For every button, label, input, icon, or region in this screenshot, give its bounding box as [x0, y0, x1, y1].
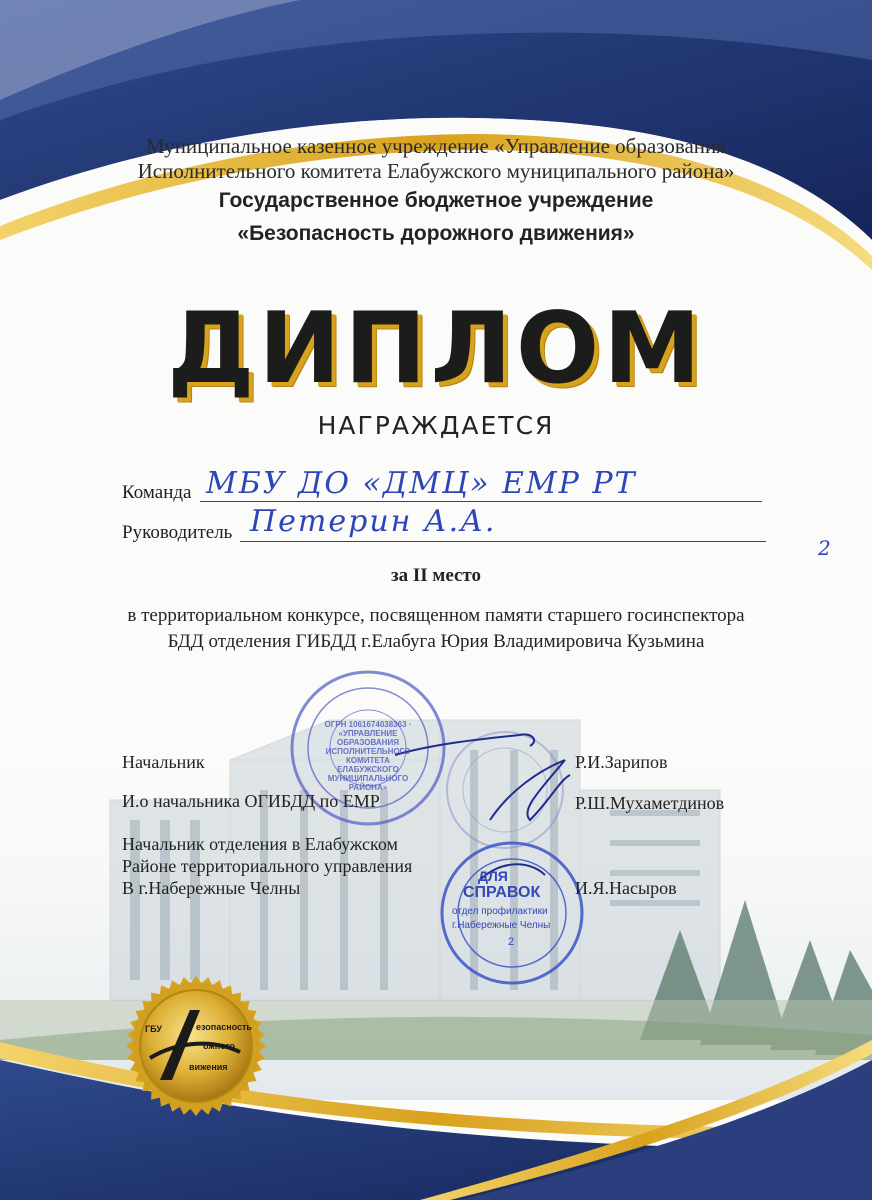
seal-word-2: ожного: [203, 1041, 235, 1051]
seal-word-1: езопасность: [196, 1022, 252, 1032]
signer-3-position-line-2: Районе территориального управления: [122, 856, 413, 876]
body-line-2: БДД отделения ГИБДД г.Елабуга Юрия Владимировича Кузьмина: [167, 631, 705, 652]
seal-abbr: ГБУ: [145, 1024, 162, 1034]
right-stamp-line-5: 2: [508, 936, 515, 948]
signer-3-position-line-3: В г.Набережные Челны: [122, 878, 301, 898]
signer-3-position-line-1: Начальник отделения в Елабужском: [122, 834, 398, 854]
body-line-1: в территориальном конкурсе, посвященном памяти старшего госинспектора: [127, 605, 745, 626]
signer-2-position: И.о начальника ОГИБДД по ЕМР: [122, 791, 380, 811]
team-label: Команда: [122, 482, 192, 503]
header-line-2: Исполнительного комитета Елабужского муниципального района»: [137, 159, 735, 183]
right-stamp-line-1: ДЛЯ: [478, 868, 508, 884]
header-line-4: «Безопасность дорожного движения»: [237, 222, 635, 245]
signer-1-position: Начальник: [122, 752, 205, 772]
right-stamp-line-4: г.Набережные Челны: [452, 920, 551, 931]
seal-word-3: вижения: [189, 1062, 228, 1072]
right-stamp-line-2: СПРАВОК: [463, 884, 541, 901]
header-line-3: Государственное бюджетное учреждение: [218, 189, 654, 212]
team-value: МБУ ДО «ДМЦ» ЕМР РТ: [206, 466, 637, 501]
margin-note: 2: [818, 536, 833, 560]
diploma-title: ДИПЛОМ: [167, 292, 705, 406]
signer-3-name: И.Я.Насыров: [575, 878, 677, 898]
leader-label: Руководитель: [122, 522, 233, 543]
place-text: за II место: [390, 565, 482, 586]
left-stamp-text: ОГРН 1061674038363 · «УПРАВЛЕНИЕ ОБРАЗОВАНИЯ ИСПОЛНИТЕЛЬНОГО КОМИТЕТА ЕЛАБУЖСКОГО МУНИЦИПАЛЬНОГО РАЙОНА»: [324, 720, 412, 792]
signer-1-name: Р.И.Зарипов: [575, 752, 668, 772]
leader-value: Петерин А.А.: [250, 504, 497, 539]
awarded-subtitle: НАГРАЖДАЕТСЯ: [317, 411, 555, 440]
right-stamp-line-3: отдел профилактики: [452, 906, 548, 917]
header-line-1: Муниципальное казенное учреждение «Управление образования: [146, 134, 726, 158]
signer-2-name: Р.Ш.Мухаметдинов: [575, 793, 725, 813]
